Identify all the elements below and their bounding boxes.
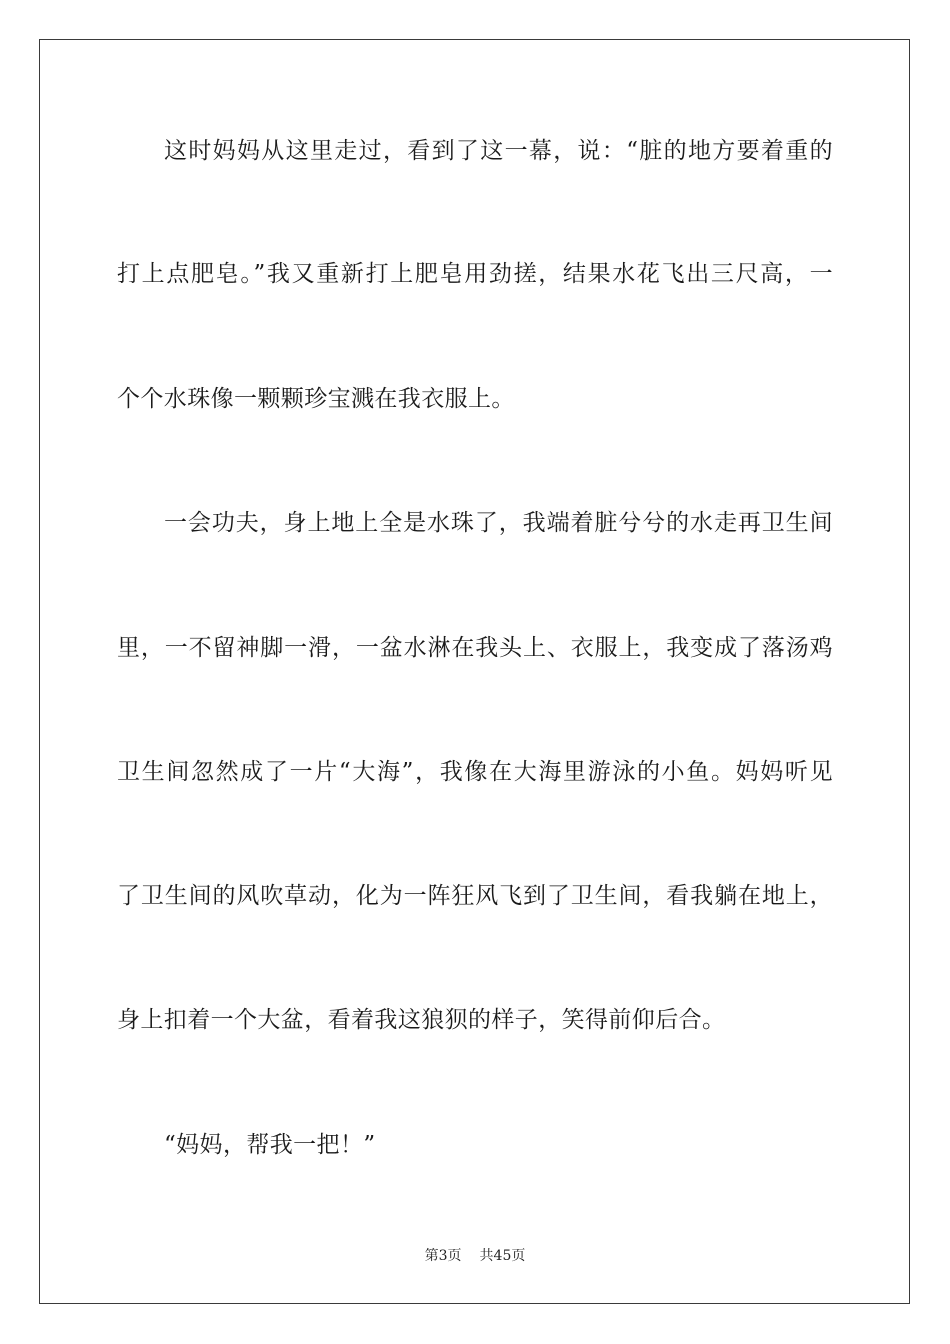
page-number: 第3页 [424,1248,462,1264]
paragraph-line: 这时妈妈从这里走过，看到了这一幕，说：“脏的地方要着重的 [164,138,833,164]
page-total: 共45页 [479,1248,526,1264]
paragraph-line: 里，一不留神脚一滑，一盆水淋在我头上、衣服上，我变成了落汤鸡 [117,635,833,661]
paragraph-line: 一会功夫，身上地上全是水珠了，我端着脏兮兮的水走再卫生间 [164,510,833,536]
page-footer [0,1247,950,1265]
paragraph-line: 卫生间忽然成了一片“大海”，我像在大海里游泳的小鱼。妈妈听见 [117,759,833,785]
page-border [39,39,910,1304]
paragraph-line: 了卫生间的风吹草动，化为一阵狂风飞到了卫生间，看我躺在地上， [117,883,833,909]
paragraph-line: 打上点肥皂。”我又重新打上肥皂用劲搓，结果水花飞出三尺高，一 [117,261,833,287]
paragraph-line: 个个水珠像一颗颗珍宝溅在我衣服上。 [117,386,515,412]
paragraph-line: 身上扣着一个大盆，看着我这狼狈的样子，笑得前仰后合。 [117,1007,726,1033]
paragraph-line: “妈妈，帮我一把！” [164,1132,376,1158]
